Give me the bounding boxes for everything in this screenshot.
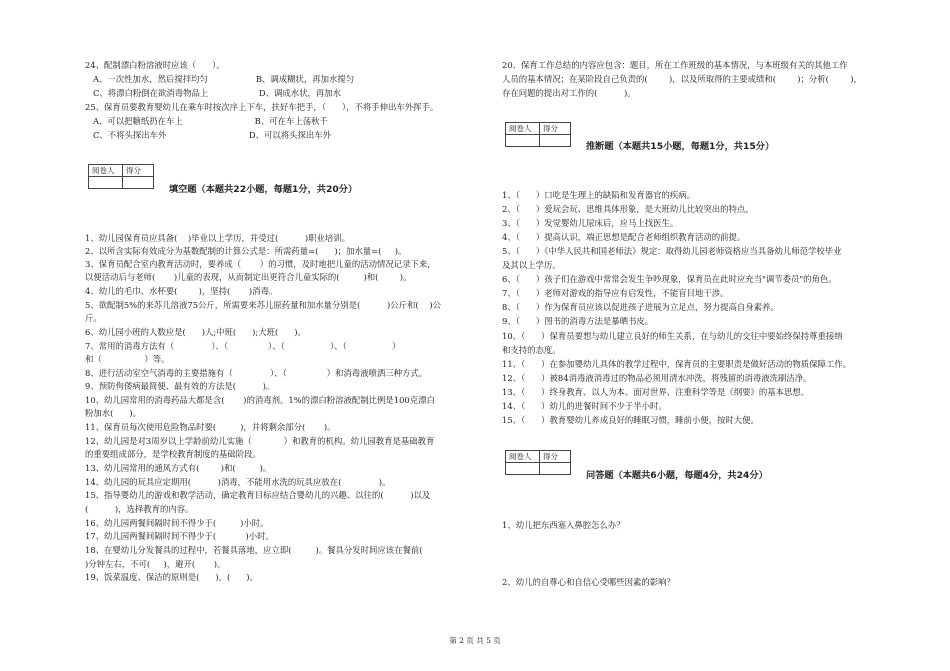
section-title: 填空题（本题共22小题，每题1分，共20分）	[169, 184, 358, 195]
question-line: 20、保育工作总结的内容应包含：题目，所在工作班级的基本情况，与本班级有关的其他工作	[502, 60, 848, 70]
judge-line: 11、（ ）在参加婴幼儿具体的教学过程中，保育员的主要职责是做好活动的物质保障工作。	[502, 359, 852, 369]
judge-line: 及其以上学历。	[502, 260, 561, 270]
judge-line: 7、（ ）老师对游戏的指导应有启发性，不能盲目地干涉。	[502, 288, 729, 298]
qa-line: 2、幼儿的自尊心和自信心受哪些因素的影响？	[502, 577, 675, 587]
qa-line: 1、幼儿把东西塞入鼻腔怎么办？	[502, 520, 625, 530]
fill-line: 14、幼儿园的玩具应定期用( )消毒，不能用水洗的玩具应放在( )。	[85, 477, 391, 487]
judge-line: 5、（ ）《中华人民共和国老师法》规定：取得幼儿园老师资格应当具备幼儿师范学校毕业	[502, 246, 842, 256]
fill-line: 13、幼儿园常用的通风方式有( )和( )。	[85, 463, 272, 473]
score-label: 得分	[540, 451, 571, 463]
score-label: 得分	[540, 123, 571, 135]
judge-line: 8、（ ）作为保育员应该以促进孩子进展为立足点，努力提高自身素养。	[502, 302, 779, 312]
option-line: A、一次性加水，然后搅拌均匀 B、调成糊状，再加水搅匀	[85, 74, 355, 84]
section-title: 推断题（本题共15小题，每题1分，共15分）	[586, 141, 775, 152]
question-line: 25、保育员要教育婴幼儿在乘车时按次序上下车，扶好车把手，（ ），不将手伸出车外挥手。	[85, 102, 439, 112]
fill-line: 和（ ）等。	[85, 354, 170, 364]
grader-score-box	[88, 164, 154, 189]
option-line: A、可以把糖纸扔在车上 B、可在车上荡秋千	[85, 116, 328, 126]
grader-label: 阅卷人	[506, 451, 540, 463]
score-label: 得分	[123, 165, 154, 177]
fill-line: 粉加水( )。	[85, 408, 142, 418]
fill-line: 斤。	[85, 313, 102, 323]
fill-line: ( )，选择教育的内容。	[85, 504, 194, 514]
page-footer: 第 2 页 共 5 页	[449, 636, 501, 645]
judge-line: 3、（ ）发觉婴幼儿尿床后，应马上找医生。	[502, 218, 679, 228]
fill-line: 11、保育员每次使用危险物品时要( )，并将剩余部分( )。	[85, 422, 336, 432]
fill-line: 18、在婴幼儿分发餐具的过程中，若餐具落地，应立即( )。餐具分发时间应该在餐前(	[85, 545, 423, 555]
question-line: 存在问题的提出对工作的( )。	[502, 88, 636, 98]
fill-line: 10、幼儿园常用的消毒药品大都是含( )的消毒剂。1%的漂白粉溶液配制比例是100克漂白	[85, 395, 435, 405]
fill-line: 9、预防佝偻病最简便、最有效的方法是( )。	[85, 381, 275, 391]
fill-line: 7、常用的消毒方法有（ ）、（ ）、（ ）、（ ）	[85, 341, 401, 351]
fill-line: 16、幼儿园两餐间隔时间不得少于( )小时。	[85, 518, 269, 528]
judge-line: 9、（ ）图书的消毒方法是暴晒书皮。	[502, 316, 654, 326]
fill-line: 15、指导婴幼儿的游戏和教学活动，确定教育目标应结合婴幼儿的兴趣、以往的( )以及	[85, 490, 431, 500]
fill-line: 17、幼儿园两餐间隔时间不得少于( )小时。	[85, 531, 274, 541]
fill-line: 5、欲配制5%的来苏儿溶液75公斤，所需要来苏儿原药量和加水量分别是( )公斤和( )公	[85, 300, 441, 310]
grader-label: 阅卷人	[506, 123, 540, 135]
judge-line: 15、（ ）教育婴幼儿养成良好的睡眠习惯，睡前小便，按时大便。	[502, 415, 759, 425]
judge-line: 13、（ ）终身教育、以人为本、面对世界、注重科学等是《纲要》的基本思想。	[502, 387, 810, 397]
grader-score-box	[505, 450, 571, 475]
fill-line: 1、幼儿园保育员应具备( )毕业以上学历，并受过( )职业培训。	[85, 233, 351, 243]
question-line: 24、配制漂白粉溶液时应该（ ）。	[85, 60, 225, 70]
fill-line: 4、幼儿的毛巾、水杯要( )，坚持( )消毒。	[85, 286, 278, 296]
question-line: 人员的基本情况；在某阶段自己负责的( )，以及所取得的主要成绩和( )；分析( )，	[502, 74, 862, 84]
option-line: C、将漂白粉倒在欲消毒物品上 D、调成水状，再加水	[85, 88, 341, 98]
judge-line: 14、（ ）幼儿的进餐时间不少于半小时。	[502, 401, 667, 411]
fill-line: 8、进行活动室空气消毒的主要措施有（ ）、（ ）和消毒液喷洒三种方式。	[85, 368, 428, 378]
judge-line: 和支持的态度。	[502, 345, 561, 355]
judge-line: 10、（ ）保育员要想与幼儿建立良好的师生关系，在与幼儿的交往中要始终保持尊重接纳	[502, 331, 843, 341]
judge-line: 2、（ ）爱玩会玩、思维具体形象，是大班幼儿比较突出的特点。	[502, 204, 754, 214]
fill-line: 以便活动后与老师( )儿童的表现，从而制定出更符合儿童实际的( )和( )。	[85, 272, 412, 282]
section-title: 问答题（本题共6小题，每题4分，共24分）	[586, 470, 768, 481]
fill-line: 19、饭菜温度、保洁的原则是( )，( )。	[85, 572, 258, 582]
judge-line: 12、（ ）被84消毒液消毒过的物品必须用清水冲洗，将残留的消毒液洗刷洁净。	[502, 373, 812, 383]
grader-score-box	[505, 122, 571, 147]
judge-line: 1、（ ）口吃是生理上的缺陷和发育器官的疾病。	[502, 190, 695, 200]
fill-line: )分钟左右，不可( )，避开( )。	[85, 559, 226, 569]
fill-line: 的重要组成部分，是学校教育制度的基础阶段。	[85, 449, 261, 459]
judge-line: 4、（ ）提高认识，端正思想是配合老师组织教育活动的前提。	[502, 232, 746, 242]
grader-label: 阅卷人	[89, 165, 123, 177]
fill-line: 3、保育员配合室内教育活动时，要养成（ ）的习惯，及时地把儿童的活动情况记录下来，	[85, 259, 436, 269]
judge-line: 6、（ ）孩子们在游戏中常常会发生争吵现象，保育员在此时应充当"调节委员"的角色。	[502, 274, 837, 284]
option-line: C、不将头探出车外 D、可以将头探出车外	[85, 130, 332, 140]
fill-line: 12、幼儿园是对3周岁以上学龄前幼儿实施（ ）和教育的机构。幼儿园教育是基础教育	[85, 436, 435, 446]
fill-line: 6、幼儿园小班的人数应是( )人;中班( );大班( )。	[85, 327, 306, 337]
fill-line: 2、以所含实际有效成分为基数配制的计算公式是：所需药量=( )；加水量=( )。	[85, 246, 407, 256]
